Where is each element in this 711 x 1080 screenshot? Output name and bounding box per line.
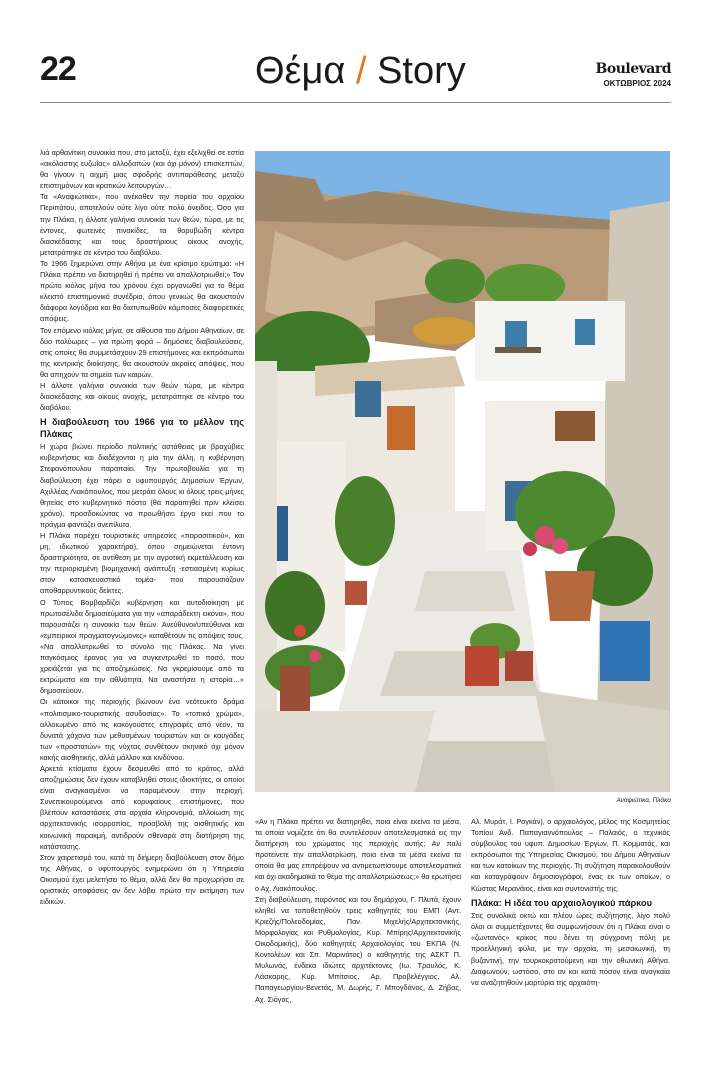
paragraph: Στον χαιρετισμό του, κατά τη διήμερη διαβούλευση στον δήμο της Αθήνας, ο υφυπουργός ενημερώνει ότι η Υπηρεσία Οικισμού έχει μελετήσει το θέμα, αλλά δεν θα προχωρήσει σε οριστικές αποφάσεις αν δεν λάβει πρώτα την εκτίμηση των ειδικών.: [40, 852, 244, 907]
brand-name: Boulevard: [595, 61, 671, 77]
paragraph: Τον επόμενο κιόλας μήνα, σε αίθουσα του Δήμου Αθηναίων, σε δύο πολύωρες – για πρώτη φορά – δημόσιες διαβουλεύσεις, στις οποίες θα συμμετάσχουν 29 επιστήμονες και εκπρόσωποι της κεντρικής διοίκησης, θα ακουστούν ακραίες απόψεις, που θα απηχούν τα σημεία των καιρών.: [40, 325, 244, 379]
paragraph: Στη διαβούλευση, παρόντος και του δημάρχου, Γ. Πλυτά, έχουν κληθεί να τοποθετηθούν τρεις καθηγητές του ΕΜΠ (Αντ. Κριεζής/Πολεοδομίας, Παν. Μιχελής/Αρχιτεκτονικής, Μορφολογίας και Ρυθμολογίας, Κυρ. Μπίρης/Αρχιτεκτονικής Οικοδομικής), δύο καθηγητές Αρχαιολογίας του ΕΚΠΑ (Ν. Κοντολέων και Σπ. Μαρινάτος) ο καθηγητής της ΑΣΚΤ Π. Μυλωνάς, ένδεκα ιδιώτες αρχιτέκτονες (Ιω. Τραυλός, Κ. Λάσκαρης, Κυρ. Μπίτσιος, Αρ. Προβελέγγιος, Αλ. Παπαγεωργίου-Βενετάς, Μ. Δωρής, Γ. Μπογδάνος, Δ. Ζήβας, Αχ. Σιόγας,: [255, 894, 461, 1004]
article-column-3: [471, 816, 670, 988]
paragraph: Αλ. Μυράτ, Ι. Ρογκάν), ο αρχαιολόγος, μέλος της Κοσμητείας Τοπίου Ανδ. Παπαγιαννόπουλος – Παλαιός, ο τεχνικός σύμβουλος του υφυπ. Δημοσίων Έργων, Π. Κομματάς, και εκπρόσωποι της Υπηρεσίας Οικισμού, του Δήμου Αθηναίων και των κατοίκων της περιοχής. Τη συζήτηση παρακολουθούν και καταγράφουν δημοσιογράφοι, ένας εκ των οποίων, ο Κώστας Μερανάιος, είναι και συντονιστής της.: [471, 817, 670, 893]
brand-block: [596, 61, 671, 88]
page-number: 22: [40, 50, 76, 88]
paragraph: Αρκετά κτίσματα έχουν δεσμευθεί από το κράτος, αλλά αποζημιώσεις δεν έχουν καταβληθεί στους ιδιοκτήτες, οι οποίοι είναι αναγκασμένοι να παραμένουν στην περιοχή. Συνεπικουρούμενοι από κορυφαίους επιστήμονες, που βλέπουν καταστάσεις στα αρχαία κληρονομιά, αλλοίωση της αρχιτεκτονικής ισορροπίας, προσβολή της αισθητικής και κοινωνική παρακμή, αντιδρούν σθεναρά στη διατήρηση της κατάστασης.: [40, 763, 244, 851]
section-title-slash: /: [355, 50, 367, 92]
subheading: Πλάκα: Η ιδέα του αρχαιολογικού πάρκου: [471, 897, 652, 908]
plaka-photo: [255, 151, 670, 792]
header-divider: [40, 102, 671, 103]
paragraph: Η χώρα βιώνει περίοδο πολιτικής αστάθειας με βραχύβιες κυβερνήσεις και διαδέχονται η μία την άλλη, η κυβέρνηση Στεφανόπουλου παραπαίει. Την πρωτοβουλία για τη διαβούλευση έχει πάρει ο υφυπουργός Δημοσίων Έργων, Αχιλλέας Λιακόπουλος, που μετράει όλους κι όλους τρεις μήνες θητείας στο κυβερνητικό πόστο (θα παραιτηθεί πριν κλείσει χρόνο), προσδοκώντας να προωθήσει έργο εκεί που το πράγμα φαντάζει ανεπίλυτο.: [40, 442, 244, 529]
paragraph: λιά αρθανίτικη συνοικία που, στο μεταξύ, έχει εξελιχθεί σε εστία «ακόλαστης ευζωΐας» αλλοδαπών (και όχι μόνον) επισκεπτών, θα γίνουν η αιχμή μιας σφοδρής αντιπαράθεσης μεταξύ επιστημόνων και κρατικών λειτουργών…: [40, 148, 244, 191]
article-column-1: [40, 147, 244, 907]
paragraph: Στις συνολικά οκτώ και πλέον ώρες συζήτησης, λίγο πολύ όλοι οι συμμετέχοντες θα συμφωνήσουν ότι η Πλάκα είναι ο «ζωντανός» κρίκος που δένει τη σύγχρονη πόλη με προελληνική φύλα, με την αρχαία, τη μεσαιωνική, τη βυζαντινή, την τουρκοκρατούμενη και την οθωνική Αθήνα. Διαφωνούν, ωστόσο, στο αν και κατά πόσον είναι αναγκαία να αναζητηθούν μαρτύρια της αρχαιότη-: [471, 911, 670, 987]
section-title-en: Story: [377, 50, 466, 92]
paragraph: Το 1966 ξημερώνει στην Αθήνα με ένα κρίσιμο ερώτημα: «Η Πλάκα πρέπει να διατηρηθεί ή πρέπει να απαλλοτριωθεί;» Τον πρώτο κιόλας μήνα του χρόνου έχει οργανωθεί για το θέμα κλειστό επιστημονικό συνέδριο, όπου γενικώς θα ακουστούν διάφορα λογύδρια και θα διατυπωθούν κάμποσες διαφορετικές απόψεις.: [40, 258, 244, 324]
section-title: [255, 50, 466, 93]
paragraph: Η άλλοτε γαλήνια συνοικία των θεών τώρα, με κέντρα διασκέδασης και οίκους ανοχής, μετατράπηκε σε κέντρο του διαβόλου.: [40, 380, 244, 413]
paragraph: Οι κάτοικοι της περιοχής βιώνουν ένα νεότευκτο δράμα «πολιτισμικο-τουριστικής ασυδοσίας». Το «τοπικό χρώμα», αλλοιωμένο από τις κακόγουστες επιγραφές από νέον, τα δυνατά χάχανα των μεθυσμένων τουριστών και οι καυγάδες των «προστατών» της νύχτας συνθέτουν σκηνικό όχι μόνον κακής αισθητικής, αλλά μάλλον και κινδύνου.: [40, 697, 244, 762]
paragraph: «Αν η Πλάκα πρέπει να διατηρηθεί, ποια είναι εκείνα τα μέσα, τα οποία νομίζετε ότι θα συντελέσουν αποτελεσματικά εις την διατήρηση του χρώματος της περιοχής αυτής; Αν παλί προτείνετε την απαλλοτρίωση, ποια είναι τα μέσα εκείνα τα οποία θα μας επιτρέψουν να αντιμετωπίσουμε αποτελεσματικά και όχι ακαδημαϊκά το θέμα της απαλλοτριώσεως;» θα ερωτήσει ο Αχ. Λιακόπουλος.: [255, 817, 461, 893]
paragraph: Η Πλάκα παρέχει τουριστικές υπηρεσίες «παρασιτικού», και μη, ιδιωτικού χαρακτήρα), όπου σημειώνεται έντονη δραστηριότητα, σε αντίθεση με την αγροτική εκμετάλλευση και την περιορισμένη βιομηχανική ανάπτυξη -εστιασμένη κυρίως στον κατασκευαστικό τομέα- που παρουσιάζουν αποθαρρυντικούς δείκτες.: [40, 531, 244, 596]
photo-caption: Αναφιώτικα, Πλάκα: [616, 797, 671, 804]
section-title-gr: Θέμα: [255, 50, 346, 92]
paragraph: Ο Τύπος Βομβαρδίζει κυβέρνηση και αυτοδιοίκηση με πρωτοσέλιδα δημοσιεύματα για την «απαράδεκτη εικόνα», που παρουσιάζει η συνοικία των θεών. Ανεύθυνοι/υπεύθυνοι και «εμπειρικοί πραγματογνώμονες» καταθέτουν τις απόψεις τους. «Να απαλλοτριωθεί το σύνολο της Πλάκας. Να γίνει παγκόσμιος έρανος για να συγκεντρωθεί το ποσό, που χρειάζεται για τις αποζημιώσεις. Να γκρεμίσουμε από τα εκτρώματα και την αθλιότητα. Να αναστήσει η ιστορία…» δημοσιεύουν.: [40, 597, 244, 696]
article-column-2: [255, 816, 461, 1005]
issue-date: ΟΚΤΩΒΡΙΟΣ 2024: [603, 79, 671, 88]
paragraph: Τα «Αναφιώτικα», που ανέκαθεν την πορεία του αρχαίου Περιπάτου, αποτελούν ούτε λίγο ούτε πολύ όνειδος. Όσο για την Πλάκα, η άλλοτε γαλήνια συνοικία των θεών, τώρα, με τις έντονες, φωτεινές πινακίδες, τα θορυβώδη κέντρα διασκέδασης και τους δραστήριους οίκους ανοχής, μετατράπηκε σε κέντρο του διαβόλου.: [40, 192, 244, 257]
subheading: Η διαβούλευση του 1966 για το μέλλον της Πλάκας: [40, 417, 244, 439]
